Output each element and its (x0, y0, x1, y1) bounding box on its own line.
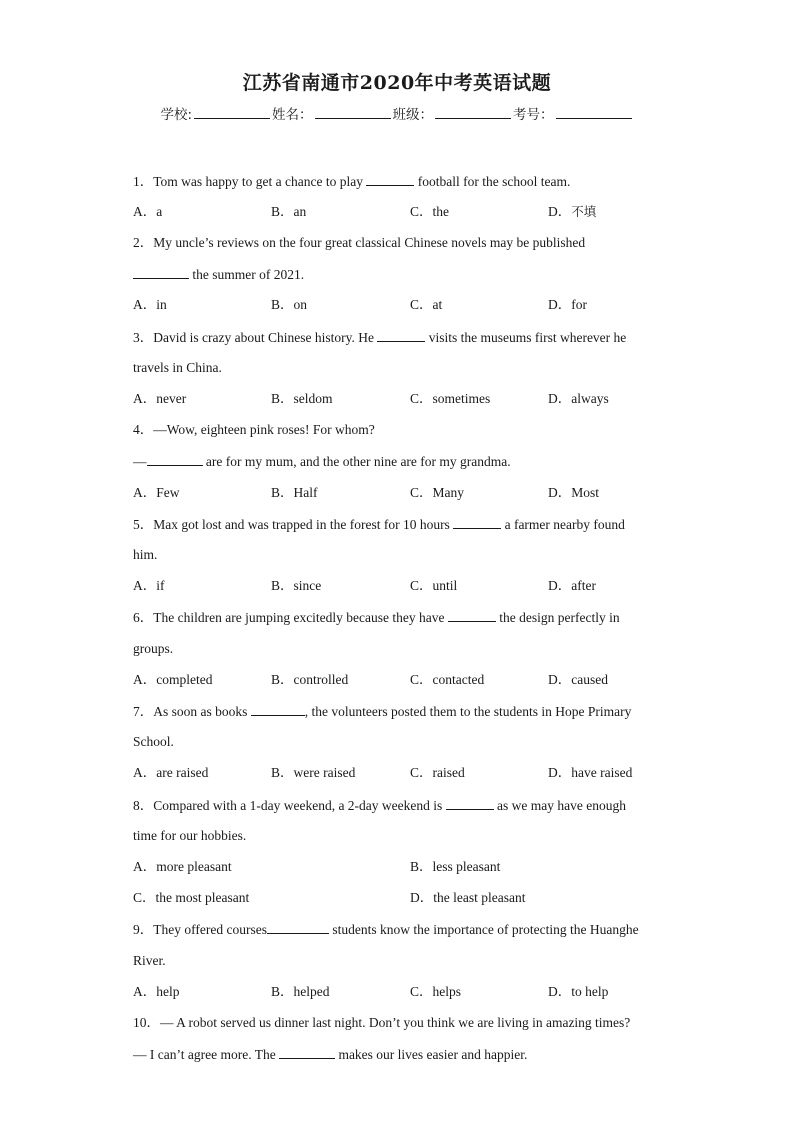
option-d[interactable]: D．caused (548, 672, 608, 687)
question-number: 2． (133, 235, 154, 250)
option-c[interactable]: C．helps (410, 984, 462, 999)
question-number: 10． (133, 1015, 160, 1030)
answer-blank[interactable] (147, 453, 203, 466)
question-8 (133, 797, 626, 814)
option-d[interactable]: D．to help (548, 984, 609, 999)
answer-blank[interactable] (377, 329, 425, 342)
question-number: 9． (133, 922, 154, 937)
question-text: Max got lost and was trapped in the forest for 10 hours (153, 517, 454, 532)
school-label: 学校: (160, 107, 193, 123)
question-number: 3． (133, 330, 154, 345)
option-a[interactable]: A．more pleasant (133, 859, 232, 874)
option-a[interactable]: A．Few (133, 485, 180, 500)
question-5 (133, 516, 625, 533)
answer-blank[interactable] (267, 921, 329, 934)
option-c[interactable]: C．the (410, 204, 449, 219)
option-d[interactable]: D．after (548, 578, 596, 593)
option-c[interactable]: C．Many (410, 485, 464, 500)
question-2 (133, 235, 585, 251)
option-b[interactable]: B．since (271, 578, 322, 593)
option-b[interactable]: B．an (271, 204, 307, 219)
class-label: 班级： (392, 107, 434, 123)
school-blank[interactable] (194, 106, 270, 119)
question-number: 1． (133, 174, 154, 189)
page-title: 江苏省南通市2020年中考英语试题 (242, 72, 552, 94)
question-text: football for the school team. (414, 174, 571, 189)
answer-blank[interactable] (251, 703, 305, 716)
option-text: 不填 (571, 204, 597, 219)
question-number: 4． (133, 422, 154, 437)
answer-blank[interactable] (279, 1046, 335, 1059)
option-c[interactable]: C．until (410, 578, 458, 593)
question-10 (133, 1015, 630, 1031)
question-text: — I can’t agree more. The (133, 1047, 280, 1062)
question-9-line-2: River. (133, 953, 166, 968)
question-text: are for my mum, and the other nine are for my grandma. (202, 454, 511, 469)
option-a[interactable]: A．are raised (133, 765, 209, 780)
option-b[interactable]: B．Half (271, 485, 318, 500)
question-7-line-2: School. (133, 734, 174, 749)
question-10-line-2 (133, 1046, 527, 1063)
option-c[interactable]: C．the most pleasant (133, 890, 250, 905)
name-blank[interactable] (315, 106, 391, 119)
question-text: the design perfectly in (495, 610, 620, 625)
question-text: —Wow, eighteen pink roses! For whom? (153, 422, 375, 437)
question-1 (133, 173, 570, 190)
option-d[interactable]: D．for (548, 297, 587, 312)
option-a[interactable]: A．if (133, 578, 165, 593)
option-c[interactable]: C．at (410, 297, 443, 312)
option-d[interactable]: D．Most (548, 485, 600, 500)
question-text: The children are jumping excitedly because they have (153, 610, 448, 625)
option-a[interactable]: A．never (133, 391, 187, 406)
question-text: visits the museums first wherever he (425, 330, 627, 345)
question-text: — (133, 454, 147, 469)
question-9 (133, 921, 639, 938)
question-3 (133, 329, 626, 346)
question-6-line-2: groups. (133, 641, 174, 656)
exam-no-blank[interactable] (556, 106, 632, 119)
question-text: , the volunteers posted them to the students in Hope Primary (304, 704, 632, 719)
option-d[interactable]: D．不填 (548, 204, 597, 219)
question-text: a farmer nearby found (501, 517, 625, 532)
option-b[interactable]: B．seldom (271, 391, 333, 406)
question-2-line-2 (133, 266, 304, 283)
question-3-line-2: travels in China. (133, 360, 222, 375)
option-a[interactable]: A．a (133, 204, 163, 219)
question-number: 6． (133, 610, 154, 625)
option-a[interactable]: A．help (133, 984, 180, 999)
answer-blank[interactable] (133, 266, 189, 279)
answer-blank[interactable] (446, 797, 494, 810)
question-5-line-2: him. (133, 547, 158, 562)
option-c[interactable]: C．sometimes (410, 391, 491, 406)
question-6 (133, 609, 620, 626)
option-b[interactable]: B．on (271, 297, 308, 312)
question-4 (133, 422, 375, 438)
student-info-line (0, 103, 794, 123)
option-b[interactable]: B．were raised (271, 765, 356, 780)
option-d[interactable]: D．the least pleasant (410, 890, 526, 905)
option-d[interactable]: D．always (548, 391, 609, 406)
question-text: Compared with a 1-day weekend, a 2-day weekend is (153, 798, 446, 813)
option-b[interactable]: B．controlled (271, 672, 349, 687)
question-text: — A robot served us dinner last night. Don’t you think we are living in amazing times? (160, 1015, 631, 1030)
option-a[interactable]: A．completed (133, 672, 213, 687)
question-text: As soon as books (153, 704, 251, 719)
question-text: students know the importance of protecting the Huanghe (328, 922, 639, 937)
option-a[interactable]: A．in (133, 297, 167, 312)
question-text: Tom was happy to get a chance to play (153, 174, 367, 189)
question-number: 5． (133, 517, 154, 532)
question-text: makes our lives easier and happier. (335, 1047, 528, 1062)
answer-blank[interactable] (453, 516, 501, 529)
option-d[interactable]: D．have raised (548, 765, 633, 780)
question-text: They offered courses (153, 922, 267, 937)
question-7 (133, 703, 631, 720)
answer-blank[interactable] (448, 609, 496, 622)
class-blank[interactable] (435, 106, 511, 119)
question-4-line-2 (133, 453, 511, 470)
question-text: My uncle’s reviews on the four great classical Chinese novels may be published (153, 235, 586, 250)
answer-blank[interactable] (366, 173, 414, 186)
question-number: 7． (133, 704, 154, 719)
option-b[interactable]: B．helped (271, 984, 330, 999)
name-label: 姓名： (272, 107, 313, 123)
question-text: as we may have enough (493, 798, 626, 813)
option-b[interactable]: B．less pleasant (410, 859, 501, 874)
question-8-line-2: time for our hobbies. (133, 828, 247, 843)
option-c[interactable]: C．raised (410, 765, 465, 780)
question-number: 8． (133, 798, 154, 813)
question-text: David is crazy about Chinese history. He (153, 330, 378, 345)
exam-no-label: 考号： (513, 107, 554, 123)
option-c[interactable]: C．contacted (410, 672, 485, 687)
question-text: the summer of 2021. (189, 267, 305, 282)
